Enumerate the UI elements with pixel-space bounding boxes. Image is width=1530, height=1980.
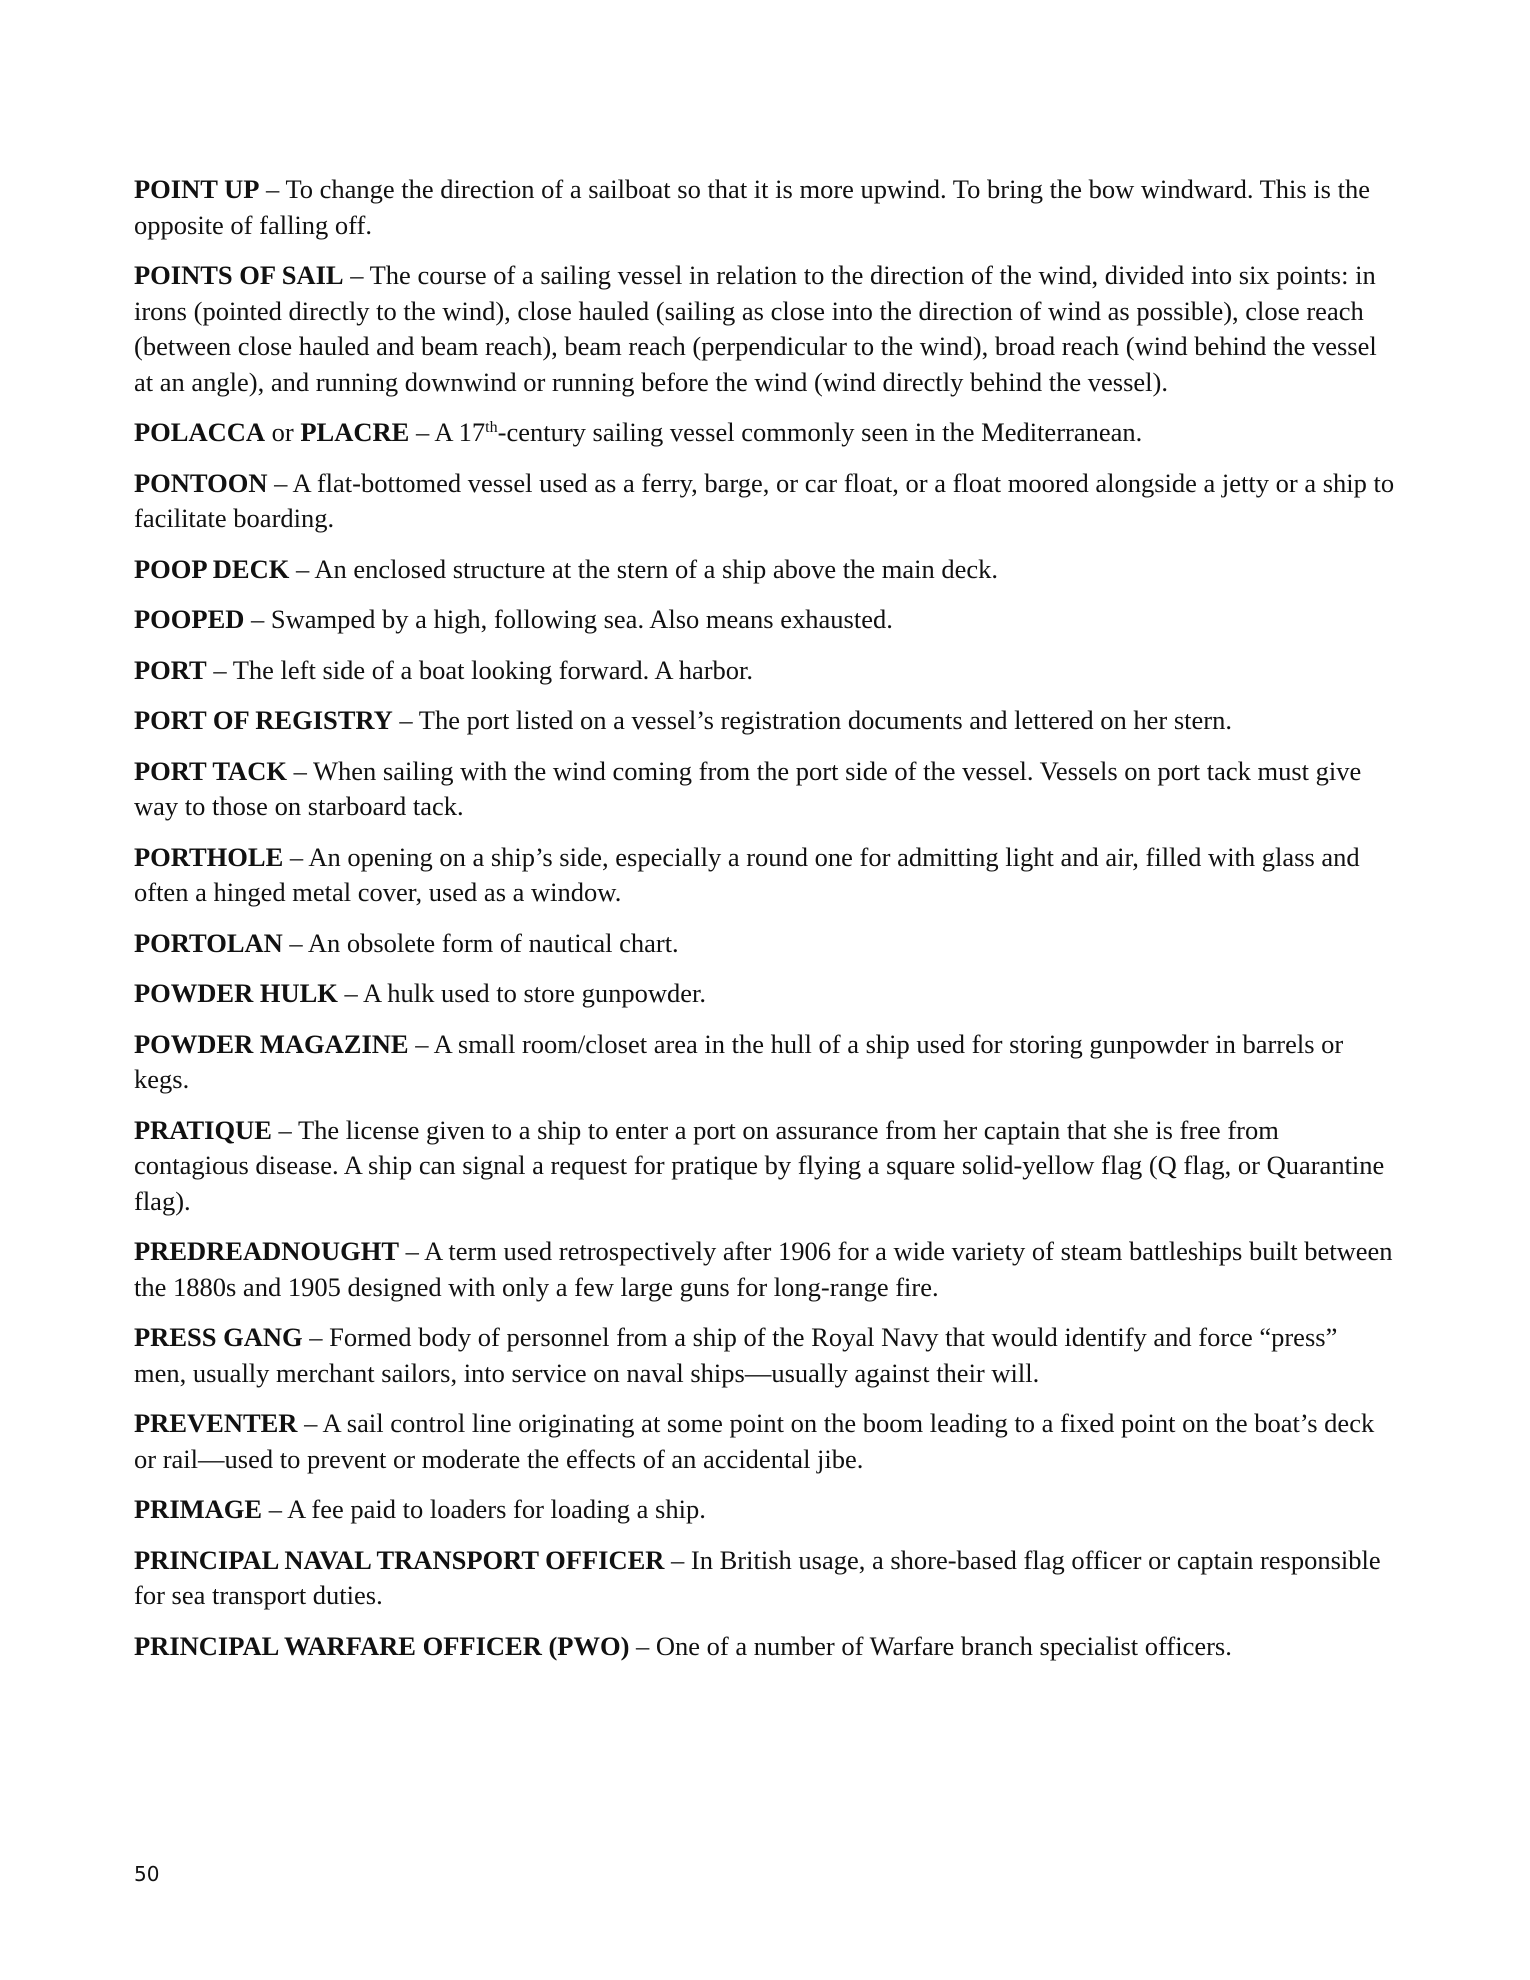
entry-definition: An enclosed structure at the stern of a ship above the main deck. <box>314 553 998 584</box>
entry-separator: – <box>289 927 303 958</box>
glossary-entry <box>134 754 1396 825</box>
entry-separator: – <box>266 174 280 204</box>
entry-separator: – <box>289 841 304 872</box>
glossary-entry <box>134 466 1396 537</box>
entry-definition: A sail control line originating at some point on the boom leading to a fixed point on the boat’s deck or rail—used to prevent or moderate the effects of an accidental jibe. <box>134 1408 1375 1474</box>
entry-separator: – <box>415 1028 429 1059</box>
entry-term: PORT TACK <box>134 755 287 786</box>
entry-term: POINT UP <box>134 174 260 204</box>
entry-separator: – <box>293 755 307 786</box>
entry-term: POWDER MAGAZINE <box>134 1028 409 1059</box>
entry-separator: – <box>278 1114 292 1145</box>
ordinal-superscript: th <box>485 419 498 436</box>
entry-term: POOP DECK <box>134 553 290 584</box>
entry-term: PRESS GANG <box>134 1322 303 1352</box>
entry-definition: In British usage, a shore-based flag officer or captain responsible for sea transport duties. <box>134 1544 1381 1610</box>
glossary-entry <box>134 1629 1396 1665</box>
entry-definition: A fee paid to loaders for loading a ship. <box>287 1494 706 1524</box>
entry-term: POINTS OF SAIL <box>134 260 344 290</box>
entry-separator: – <box>405 1236 419 1266</box>
entry-term: PORTOLAN <box>134 927 283 958</box>
entry-separator: – <box>213 654 227 685</box>
entry-definition: The license given to a ship to enter a port on assurance from her captain that she is free from contagious disease. A ship can signal a request for pratique by flying a square solid-yellow flag (Q flag, or Quarantine flag). <box>134 1114 1385 1216</box>
glossary-entry <box>134 172 1396 243</box>
entry-definition: The port listed on a vessel’s registration documents and lettered on her stern. <box>418 705 1232 735</box>
entry-term: PRINCIPAL NAVAL TRANSPORT OFFICER <box>134 1544 665 1575</box>
entry-separator: – <box>295 553 310 584</box>
entry-definition: An obsolete form of nautical chart. <box>307 927 679 958</box>
entry-separator: – <box>304 1408 318 1438</box>
entry-definition: To change the direction of a sailboat so that it is more upwind. To bring the bow windward. This is the opposite of falling off. <box>134 174 1370 240</box>
entry-definition: A flat-bottomed vessel used as a ferry, barge, or car float, or a float moored alongside a jetty or a ship to facilitate boarding. <box>134 467 1395 533</box>
entry-definition: Swamped by a high, following sea. Also means exhausted. <box>270 604 893 634</box>
entry-separator: – <box>671 1544 685 1575</box>
entry-term: PRIMAGE <box>134 1494 263 1524</box>
glossary-entry <box>134 1027 1396 1098</box>
entry-definition-prefix: A 17 <box>434 417 486 447</box>
entry-definition: A small room/closet area in the hull of a ship used for storing gunpowder in barrels or kegs. <box>134 1028 1344 1094</box>
entry-separator: – <box>399 705 413 735</box>
entry-separator: – <box>636 1630 650 1661</box>
entry-definition: The left side of a boat looking forward. A harbor. <box>232 654 754 685</box>
entry-connector: or <box>271 417 294 447</box>
entry-definition: Formed body of personnel from a ship of the Royal Navy that would identify and force “press” men, usually merchant sailors, into service on naval ships—usually against their will. <box>134 1322 1338 1388</box>
glossary-entry <box>134 653 1396 689</box>
glossary-entry <box>134 258 1396 400</box>
entry-definition: A term used retrospectively after 1906 for a wide variety of steam battleships built between the 1880s and 1905 designed with only a few large guns for long-range fire. <box>134 1236 1393 1302</box>
page-number: 50 <box>134 1862 160 1886</box>
entry-term: POWDER HULK <box>134 978 338 1008</box>
entry-term: PORTHOLE <box>134 841 284 872</box>
glossary-entry <box>134 926 1396 962</box>
glossary-entry <box>134 976 1396 1012</box>
entry-term: PREDREADNOUGHT <box>134 1236 400 1266</box>
entry-term-alternate: PLACRE <box>300 417 410 447</box>
entry-separator: – <box>251 604 265 634</box>
glossary-entries <box>134 172 1396 1679</box>
entry-definition-suffix: -century sailing vessel commonly seen in the Mediterranean. <box>497 417 1143 447</box>
glossary-entry <box>134 552 1396 588</box>
entry-separator: – <box>350 260 364 290</box>
glossary-entry <box>134 1492 1396 1528</box>
glossary-entry <box>134 1543 1396 1614</box>
entry-term: PONTOON <box>134 467 268 498</box>
entry-term: PRATIQUE <box>134 1114 272 1145</box>
entry-term: PORT OF REGISTRY <box>134 705 393 735</box>
entry-term: PORT <box>134 654 207 685</box>
entry-separator: – <box>309 1322 323 1352</box>
entry-term: PREVENTER <box>134 1408 298 1438</box>
entry-term: POOPED <box>134 604 245 634</box>
entry-term: POLACCA <box>134 417 266 447</box>
glossary-entry <box>134 415 1396 451</box>
glossary-entry <box>134 1406 1396 1477</box>
entry-separator: – <box>268 1494 282 1524</box>
glossary-entry <box>134 703 1396 739</box>
entry-separator: – <box>344 978 358 1008</box>
entry-separator: – <box>415 417 430 447</box>
entry-definition: One of a number of Warfare branch specialist officers. <box>655 1630 1232 1661</box>
entry-term: PRINCIPAL WARFARE OFFICER (PWO) <box>134 1630 630 1661</box>
glossary-entry <box>134 1234 1396 1305</box>
glossary-entry <box>134 602 1396 638</box>
entry-separator: – <box>274 467 288 498</box>
entry-definition: An opening on a ship’s side, especially a round one for admitting light and air, filled with glass and often a hinged metal cover, used as a window. <box>134 841 1360 907</box>
glossary-entry <box>134 840 1396 911</box>
entry-definition: When sailing with the wind coming from the port side of the vessel. Vessels on port tack must give way to those on starboard tack. <box>134 755 1362 821</box>
entry-definition: A hulk used to store gunpowder. <box>362 978 706 1008</box>
glossary-entry <box>134 1320 1396 1391</box>
entry-definition: The course of a sailing vessel in relation to the direction of the wind, divided into six points: in irons (pointed directly to the wind), close hauled (sailing as close into the direction of wind as possible), close reach (between close hauled and beam reach), beam reach (perpendicular to the wind), broad reach (wind behind the vessel at an angle), and running downwind or running before the wind (wind directly behind the vessel). <box>134 260 1377 397</box>
glossary-entry <box>134 1113 1396 1220</box>
